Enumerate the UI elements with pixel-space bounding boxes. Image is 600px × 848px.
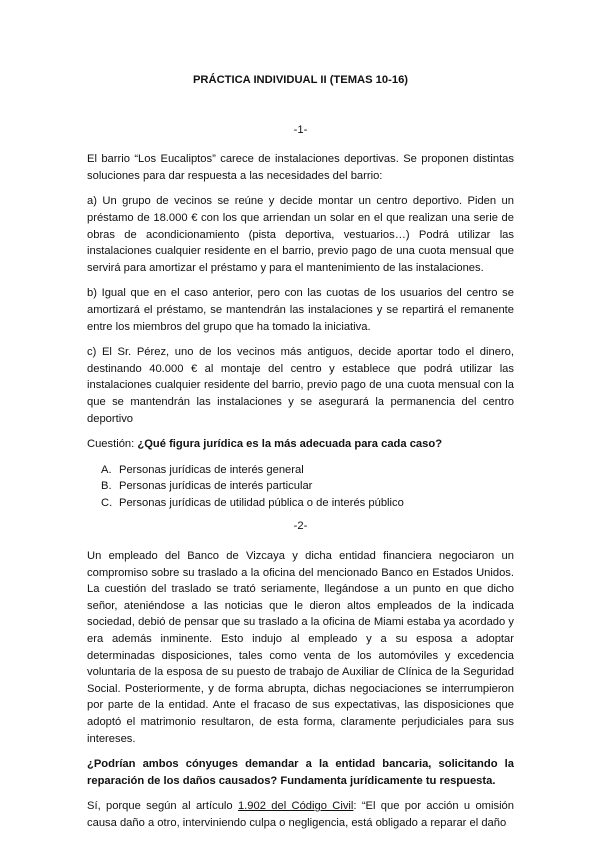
option-label: C. — [101, 496, 113, 509]
option-item — [87, 478, 514, 495]
case-c-paragraph: c) El Sr. Pérez, uno de los vecinos más antiguos, decide aportar todo el dinero, destinando 40.000 € al montaje del centro y establece que podrá utilizar las instalaciones cualquier residente del barrio, previo pago de una cuota mensual con la que se mantendrán las instalaciones y se asegurará la permanencia del centro deportivo — [87, 346, 514, 425]
answer-rest: : “El que por acción u omisión causa daño a otro, interviniendo culpa o negligencia, está obligado a reparar el daño — [87, 800, 514, 829]
answer-prefix: Sí, porque según al artículo — [87, 800, 238, 813]
case-a-paragraph: a) Un grupo de vecinos se reúne y decide montar un centro deportivo. Piden un préstamo de 18.000 € con los que arriendan un solar en el que realizan una serie de obras de acondicionamiento (pista deportiva, vestuarios…) Podrá utilizar las instalaciones cualquier residente en el barrio, previo pago de una cuota mensual que servirá para amortizar el préstamo y para el mantenimiento de las instalaciones. — [87, 195, 514, 274]
civil-code-article-link[interactable]: 1.902 del Código Civil — [237, 800, 354, 813]
question-text: ¿Qué figura jurídica es la más adecuada para cada caso? — [137, 438, 443, 451]
option-item — [87, 462, 514, 479]
section-1-question — [87, 436, 514, 453]
section-2-answer — [87, 798, 514, 831]
section-1-intro: El barrio “Los Eucaliptos” carece de instalaciones deportivas. Se proponen distintas soluciones para dar respuesta a las necesidades del barrio: — [87, 153, 514, 182]
question-label: Cuestión: — [87, 438, 138, 451]
option-label: A. — [101, 463, 112, 476]
section-2-question: ¿Podrían ambos cónyuges demandar a la entidad bancaria, solicitando la reparación de los daños causados? Fundamenta jurídicamente tu respuesta. — [87, 758, 514, 787]
options-list — [87, 462, 514, 512]
option-label: B. — [101, 480, 112, 493]
section-1-number: -1- — [293, 123, 308, 136]
option-item — [87, 495, 514, 512]
case-b-paragraph: b) Igual que en el caso anterior, pero con las cuotas de los usuarios del centro se amortizará el préstamo, se mantendrán las instalaciones y se repartirá el remanente entre los miembros del grupo que ha tomado la iniciativa. — [87, 287, 514, 333]
section-2-number: -2- — [293, 520, 308, 533]
document-title: PRÁCTICA INDIVIDUAL II (TEMAS 10-16) — [192, 74, 409, 86]
option-text: Personas jurídicas de utilidad pública o de interés público — [119, 496, 404, 509]
option-text: Personas jurídicas de interés general — [119, 463, 304, 476]
document-content — [87, 72, 514, 841]
section-2-body: Un empleado del Banco de Vizcaya y dicha entidad financiera negociaron un compromiso sobre su traslado a la oficina del mencionado Banco en Estados Unidos. La cuestión del traslado se trató seriamente, llegándose a un punto en que dicho señor, ateniéndose a las noticias que le dieron altos empleados de la indicada sociedad, debió de pensar que su traslado a la oficina de Miami estaba ya acordado y era además inminente. Esto indujo al empleado y a su esposa a adoptar determinadas disposiciones, tales como venta de los automóviles y excedencia voluntaria de la esposa de su puesto de trabajo de Auxiliar de Clínica de la Seguridad Social. Posteriormente, y de forma abrupta, dichas negociaciones se interrumpieron por parte de la entidad. Ante el fracaso de sus expectativas, las disposiciones que adoptó el matrimonio resultaron, de esta forma, claramente perjudiciales para sus intereses. — [87, 550, 514, 745]
option-text: Personas jurídicas de interés particular — [119, 480, 313, 493]
